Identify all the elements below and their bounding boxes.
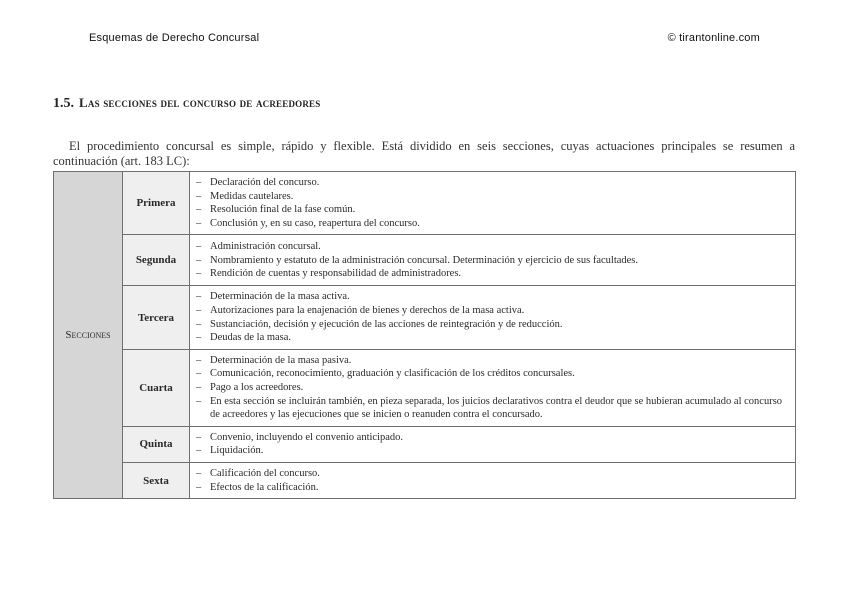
sections-table-body — [54, 172, 796, 499]
section-heading — [53, 95, 320, 112]
section-items-cell — [190, 172, 796, 235]
section-items-cell — [190, 235, 796, 286]
list-item: – Convenio, incluyendo el convenio anticipado. — [196, 431, 789, 445]
list-item: – Deudas de la masa. — [196, 331, 789, 345]
section-items-cell — [190, 286, 796, 349]
section-name-cell: Tercera — [123, 286, 190, 349]
list-item: – Medidas cautelares. — [196, 190, 789, 204]
section-items-list — [196, 176, 789, 230]
section-name-cell: Quinta — [123, 426, 190, 462]
group-label-cell: Secciones — [54, 172, 123, 499]
list-item: – Pago a los acreedores. — [196, 381, 789, 395]
table-row — [54, 172, 796, 235]
list-item: – Determinación de la masa activa. — [196, 290, 789, 304]
section-items-list — [196, 467, 789, 494]
table-row — [54, 235, 796, 286]
section-items-list — [196, 240, 789, 281]
table-row — [54, 286, 796, 349]
list-item: – Rendición de cuentas y responsabilidad de administradores. — [196, 267, 789, 281]
list-item: – Sustanciación, decisión y ejecución de las acciones de reintegración y de reducción. — [196, 318, 789, 332]
list-item: – Calificación del concurso. — [196, 467, 789, 481]
intro-paragraph: El procedimiento concursal es simple, rápido y flexible. Está dividido en seis secciones, cuyas actuaciones principales se resumen a continuación (art. 183 LC): — [53, 138, 795, 168]
section-name-cell: Sexta — [123, 462, 190, 498]
section-name-cell: Cuarta — [123, 349, 190, 426]
list-item: – Determinación de la masa pasiva. — [196, 354, 789, 368]
table-row — [54, 426, 796, 462]
running-header-source: © tirantonline.com — [667, 32, 760, 44]
list-item: – Nombramiento y estatuto de la administración concursal. Determinación y ejercicio de sus facultades. — [196, 254, 789, 268]
list-item: – En esta sección se incluirán también, en pieza separada, los juicios declarativos contra el deudor que se hubieran acumulado al concurso de acreedores y las ejecuciones que se inicien o reanuden contra el concursado. — [196, 395, 789, 422]
list-item: – Conclusión y, en su caso, reapertura del concurso. — [196, 217, 789, 231]
table-row — [54, 462, 796, 498]
table-row — [54, 349, 796, 426]
list-item: – Resolución final de la fase común. — [196, 203, 789, 217]
section-number: 1.5. — [53, 96, 74, 111]
section-name-cell: Segunda — [123, 235, 190, 286]
list-item: – Comunicación, reconocimiento, graduación y clasificación de los créditos concursales. — [196, 367, 789, 381]
sections-table — [53, 171, 796, 499]
section-items-cell — [190, 426, 796, 462]
list-item: – Autorizaciones para la enajenación de bienes y derechos de la masa activa. — [196, 304, 789, 318]
list-item: – Efectos de la calificación. — [196, 481, 789, 495]
section-name-cell: Primera — [123, 172, 190, 235]
list-item: – Administración concursal. — [196, 240, 789, 254]
section-items-cell — [190, 462, 796, 498]
section-title: Las secciones del concurso de acreedores — [79, 95, 321, 110]
list-item: – Liquidación. — [196, 444, 789, 458]
running-header-title: Esquemas de Derecho Concursal — [89, 32, 260, 44]
section-items-list — [196, 431, 789, 458]
section-items-list — [196, 290, 789, 344]
list-item: – Declaración del concurso. — [196, 176, 789, 190]
section-items-list — [196, 354, 789, 422]
section-items-cell — [190, 349, 796, 426]
